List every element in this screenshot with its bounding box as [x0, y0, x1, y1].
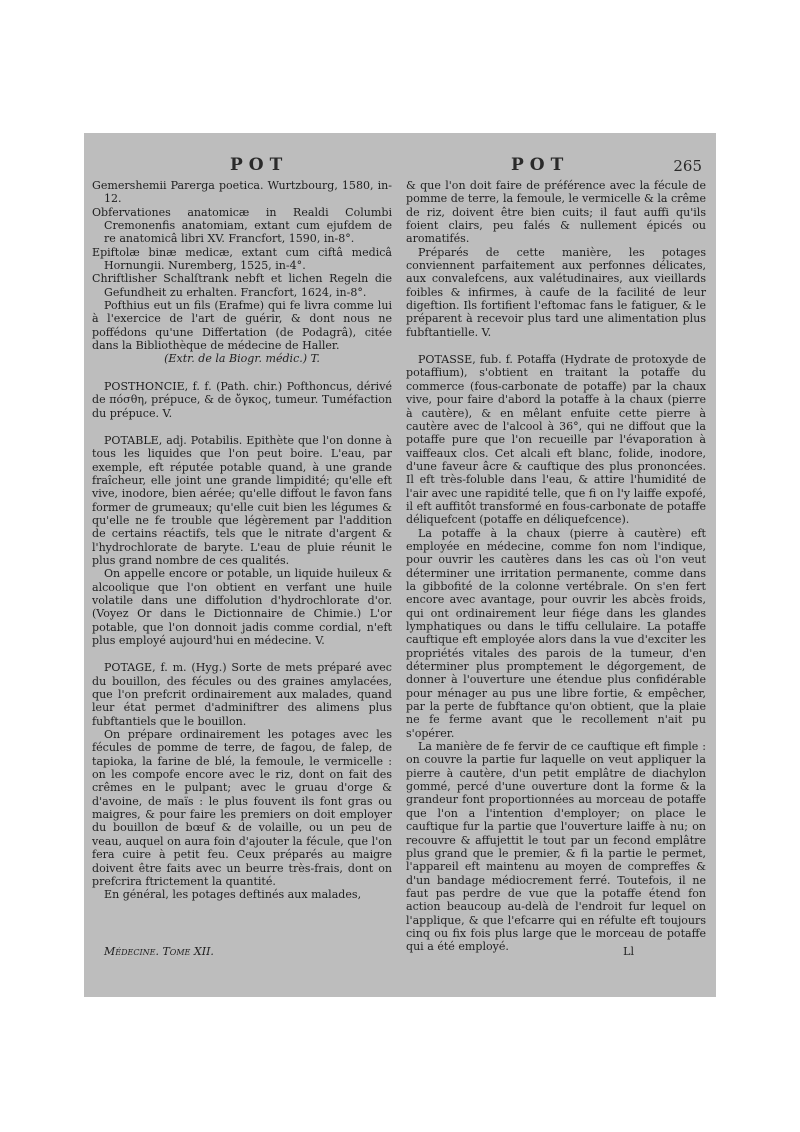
- running-head-left: POT: [230, 155, 289, 175]
- potasse-paragraph-2: La potaffe à la chaux (pierre à cautère) eft employée en médecine, comme fon nom l'indique, pour ouvrir les cautères dans les cas où l'on veut déterminer une irritation permanente, comme dans la gibbofité de la colonne vertébrale. On s'en fert encore avec avantage, pour ouvrir les abcès froids, qui ont ordinairement leur fiége dans les glandes lymphatiques ou dans le tiffu cellulaire. La potaffe cauftique eft employée alors dans la vue d'exciter les propriétés vitales des parois de la tumeur, d'en déterminer plus promptement le dégorgement, de donner à l'ouverture une étendue plus confidérable pour ménager au pus une libre fortie, & empêcher, par la perte de fubftance qu'on obtient, que la plaie ne fe ferme avant que le recollement n'ait pu s'opérer.: [406, 526, 706, 740]
- entry-posthoncie: POSTHONCIE, f. f. (Path. chir.) Pofthoncus, dérivé de πόσθη, prépuce, & de ὄγκος, tumeur. Tuméfaction du prépuce. V.: [92, 379, 392, 420]
- posthius-paragraph: Pofthius eut un fils (Erafme) qui fe livra comme lui à l'exercice de l'art de guérir, & dont nous ne poffédons qu'une Differtation (de Podagrâ), citée dans la Bibliothèque de médecine de Haller.: [92, 299, 392, 353]
- footer-volume: Médecine. Tome XII.: [104, 945, 214, 958]
- potage-paragraph-2: On prépare ordinairement les potages avec les fécules de pomme de terre, de fagou, de falep, de tapioka, la farine de blé, la femoule, le vermicelle : on les compofe encore avec le riz, dont on fait des crêmes en le pulpant; avec le gruau d'orge & d'avoine, de maïs : le plus fouvent ils font gras ou maigres, & pour faire les premiers on doit employer du bouillon de bœuf & de volaille, ou un peu de veau, auquel on aura foin d'ajouter la fécule, que l'on fera cuire à petit feu. Ceux préparés au maigre doivent être faits avec un beurre très-frais, dont on prefcrira ftrictement la quantité.: [92, 728, 392, 888]
- potasse-paragraph-3: La manière de fe fervir de ce cauftique eft fimple : on couvre la partie fur laquelle on veut appliquer la pierre à cautère, d'un petit emplâtre de diachylon gommé, percé d'une ouverture dont la forme & la grandeur font proportionnées au morceau de potaffe que l'on a l'intention d'employer; on place le cauftique fur la partie que l'ouverture laiffe à nu; on recouvre & affujettit le tout par un fecond emplâtre plus grand que le premier, & fi la partie le permet, l'appareil eft maintenu au moyen de compreffes & d'un bandage médiocrement ferré. Toutefois, il ne faut pas perdre de vue que la potaffe étend fon action beaucoup au-delà de l'endroit fur lequel on l'applique, & que l'efcarre qui en réfulte eft toujours cinq ou fix fois plus large que le morceau de potaffe qui a été employé.: [406, 740, 706, 954]
- right-column: [406, 179, 706, 954]
- reference-4: Chriftlisher Schalſtrank nebft et lichen Regeln die Gefundheit zu erhalten. Francfort, 1624, in-8°.: [92, 272, 392, 299]
- reference-2: Obfervationes anatomicæ in Realdi Columbi Cremonenfis anatomiam, extant cum ejufdem de re anatomicâ libri XV. Francfort, 1590, in-8°.: [92, 205, 392, 246]
- left-column: [92, 179, 392, 902]
- entry-potasse: POTASSE, fub. f. Potaffa (Hydrate de protoxyde de potaffium), s'obtient en traitant la potaffe du commerce (fous-carbonate de potaffe) par la chaux vive, pour faire d'abord la potaffe à la chaux (pierre à cautère), & en mêlant enfuite cette pierre à cautère avec de l'alcool à 36°, qui ne diffout que la potaffe pure que l'on recueille par l'évaporation à vaiffeaux clos. Cet alcali eft blanc, folide, inodore, d'une faveur âcre & cauftique des plus prononcées. Il eft très-foluble dans l'eau, & attire l'humidité de l'air avec une rapidité telle, que fi on l'y laiffe expofé, il eft auffitôt transformé en fous-carbonate de potaffe déliquefcent (potaffe en déliquefcence).: [406, 353, 706, 527]
- potage-paragraph-4: Préparés de cette manière, les potages conviennent parfaitement aux perfonnes délicates, aux convalefcens, aux valétudinaires, aux vieillards foibles & infirmes, à caufe de la facilité de leur digeftion. Ils fortifient l'eftomac fans le fatiguer, & le préparent à recevoir plus tard une alimentation plus fubftantielle. V.: [406, 245, 706, 339]
- running-head-right: POT: [511, 155, 570, 175]
- potage-continuation: & que l'on doit faire de préférence avec la fécule de pomme de terre, la femoule, le vermicelle & la crême de riz, doivent être bien cuits; il faut auffi qu'ils foient clairs, peu falés & nullement épicés ou aromatifés.: [406, 179, 707, 246]
- page-footer: [104, 945, 694, 958]
- potage-paragraph-3: En général, les potages deftinés aux malades,: [104, 888, 362, 902]
- reference-1: Gemershemii Parerga poetica. Wurtzbourg, 1580, in-12.: [92, 179, 392, 206]
- scanned-page: [84, 133, 716, 997]
- source-citation: (Extr. de la Biogr. médic.) T.: [164, 352, 320, 366]
- or-potable-paragraph: On appelle encore or potable, un liquide huileux & alcoolique que l'on obtient en verfant une huile volatile dans une diffolution d'hydrochlorate d'or. (Voyez Or dans le Dictionnaire de Chimie.) L'or potable, que l'on donnoit jadis comme cordial, n'eft plus employé aujourd'hui en médecine. V.: [92, 567, 392, 647]
- reference-3: Epiftolæ binæ medicæ, extant cum ciftâ medicâ Hornungii. Nuremberg, 1525, in-4°.: [92, 245, 392, 273]
- entry-potage: POTAGE, f. m. (Hyg.) Sorte de mets préparé avec du bouillon, des fécules ou des graines amylacées, que l'on prefcrit ordinairement aux malades, quand leur état permet d'adminiftrer des alimens plus fubftantiels que le bouillon.: [92, 661, 392, 728]
- entry-potable: POTABLE, adj. Potabilis. Epithète que l'on donne à tous les liquides que l'on peut boire. L'eau, par exemple, eft réputée potable quand, à une grande fraîcheur, elle joint une grande limpidité; qu'elle eft vive, inodore, bien aérée; qu'elle diffout le favon fans former de grumeaux; qu'elle cuit bien les légumes & qu'elle ne fe trouble que légèrement par l'addition de certains réactifs, tels que le nitrate d'argent & l'hydrochlorate de baryte. L'eau de pluie réunit le plus grand nombre de ces qualités.: [92, 433, 392, 567]
- footer-signature: Ll: [623, 945, 634, 958]
- page-number: 265: [673, 157, 702, 175]
